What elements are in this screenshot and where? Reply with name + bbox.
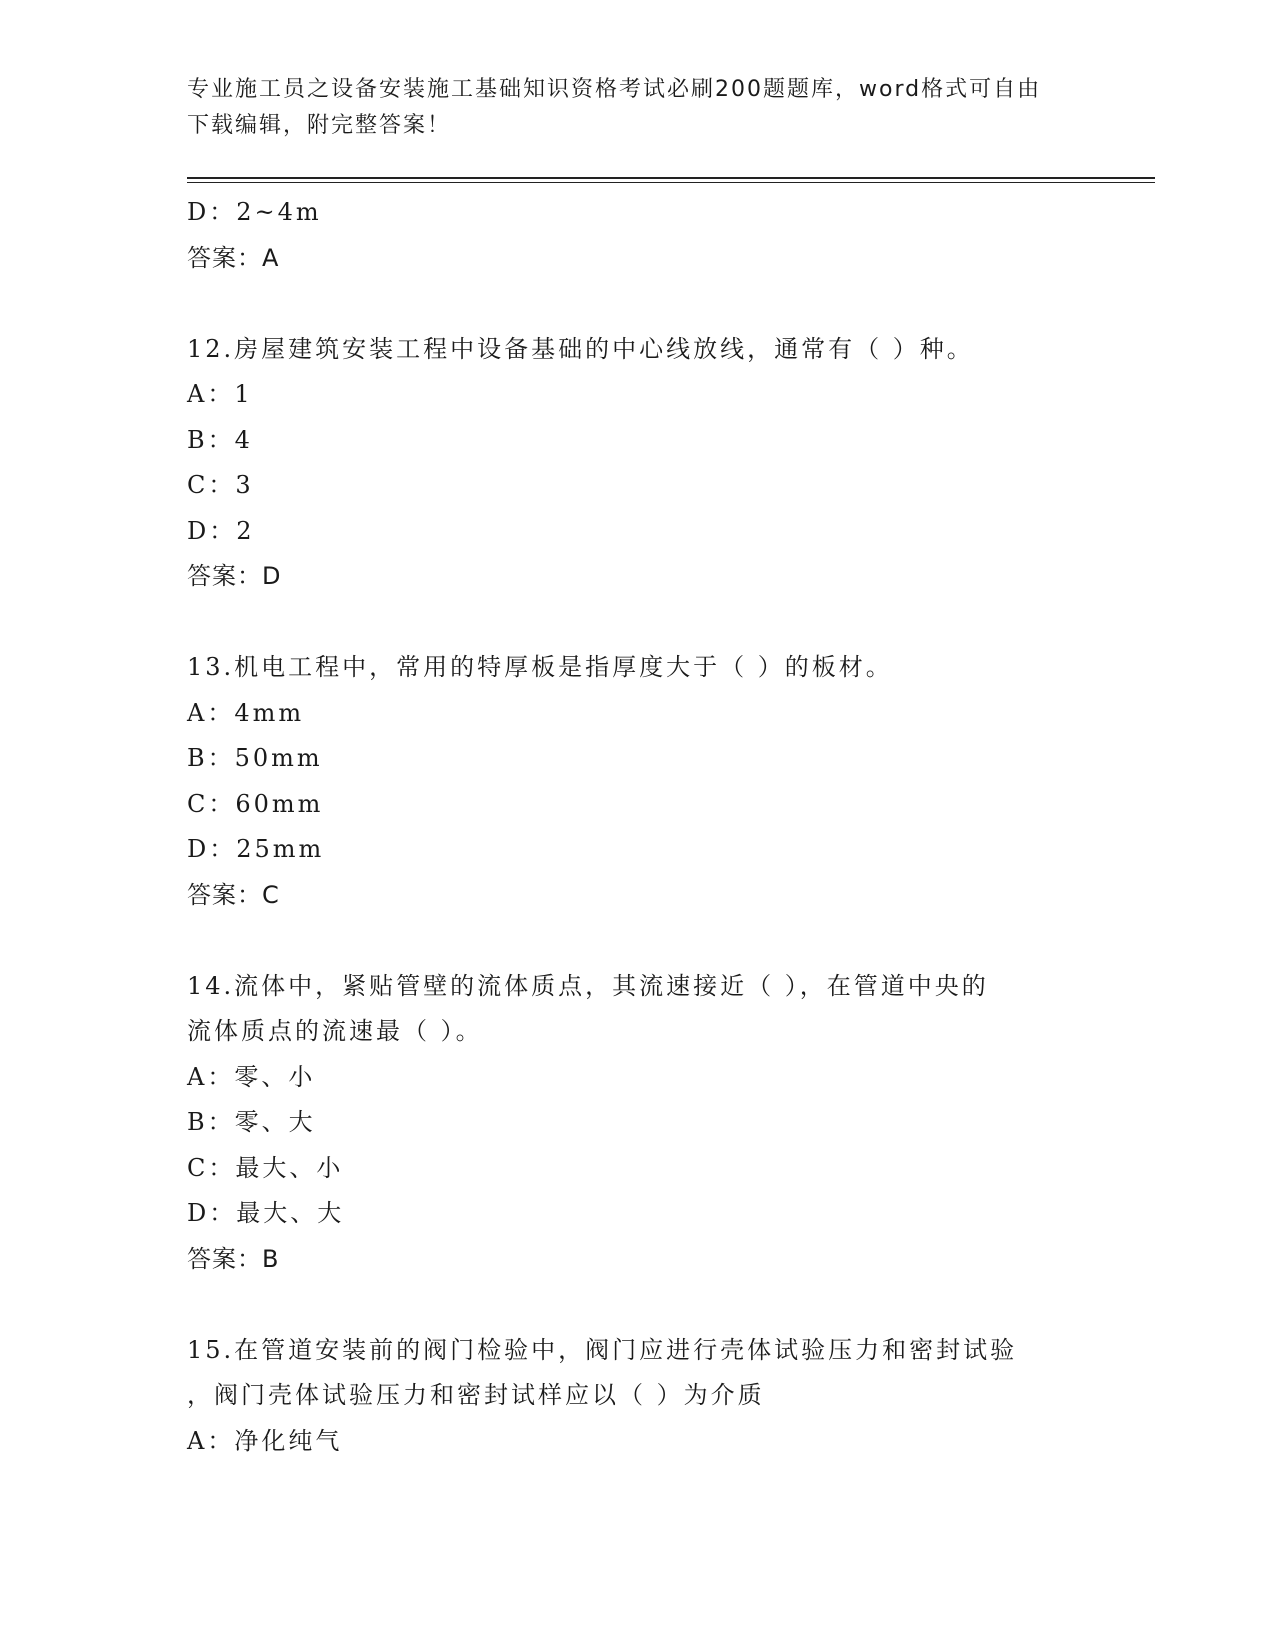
q12-option-a: A：1 [187, 380, 253, 408]
header-rule-thin [187, 182, 1155, 183]
q13-stem: 13.机电工程中，常用的特厚板是指厚度大于（ ）的板材。 [187, 653, 893, 681]
q14-option-b: B：零、大 [187, 1108, 316, 1136]
q12-answer: 答案：D [187, 562, 282, 590]
q13-option-b: B：50mm [187, 744, 323, 772]
q12-stem: 12.房屋建筑安装工程中设备基础的中心线放线，通常有（ ）种。 [187, 334, 974, 363]
q13-option-c: C：60mm [187, 789, 324, 818]
q15-option-a: A：净化纯气 [187, 1426, 343, 1455]
q14-stem-line-1: 14.流体中，紧贴管壁的流体质点，其流速接近（ ），在管道中央的 [187, 971, 989, 1000]
header-line-2: 下载编辑，附完整答案！ [187, 113, 452, 138]
q15-stem-line-2: ，阀门壳体试验压力和密封试样应以（ ）为介质 [187, 1381, 765, 1409]
q14-option-c: C：最大、小 [187, 1153, 344, 1182]
document-header [187, 72, 1087, 144]
prev-option-d: D：2~4m [187, 198, 322, 226]
q12-option-c: C：3 [187, 471, 254, 499]
q14-answer: 答案：B [187, 1244, 280, 1273]
q12-option-d: D：2 [187, 516, 255, 545]
q15-stem-line-1: 15.在管道安装前的阀门检验中，阀门应进行壳体试验压力和密封试验 [187, 1335, 1018, 1364]
header-line-1: 专业施工员之设备安装施工基础知识资格考试必刷200题题库，word格式可自由 [187, 77, 1042, 102]
question-list [187, 190, 1087, 1464]
prev-answer: 答案：A [187, 243, 280, 272]
q13-answer: 答案：C [187, 880, 280, 909]
q12-option-b: B：4 [187, 425, 253, 454]
q13-option-a: A：4mm [187, 698, 305, 727]
header-rule-thick [187, 177, 1155, 179]
q14-option-a: A：零、小 [187, 1062, 316, 1091]
q13-option-d: D：25mm [187, 835, 325, 863]
q14-stem-line-2: 流体质点的流速最（ ）。 [187, 1017, 483, 1045]
q14-option-d: D：最大、大 [187, 1199, 345, 1227]
